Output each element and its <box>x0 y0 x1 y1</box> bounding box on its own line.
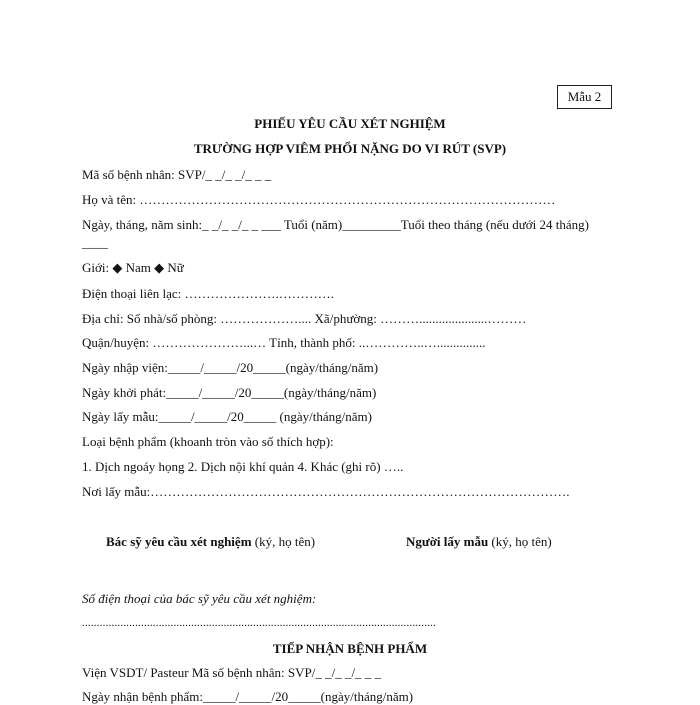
address-field: Địa chỉ: Số nhà/số phòng: ……………….... Xã/phường: ……….....................……… <box>82 311 527 326</box>
gender-label: Giới: <box>82 260 110 275</box>
institute-code-field: Viện VSDT/ Pasteur Mã số bệnh nhân: SVP/_ _/_ _/_ _ _ <box>82 665 382 680</box>
gender-field <box>82 260 184 276</box>
doctor-signature-note: (ký, họ tên) <box>251 534 316 549</box>
phone-field: Điện thoại liên lạc: ………………….…………. <box>82 286 335 301</box>
form-title: PHIẾU YÊU CẦU XÉT NGHIỆM <box>254 116 446 131</box>
reception-heading: TIẾP NHẬN BỆNH PHẨM <box>272 641 428 656</box>
doctor-phone-label <box>82 591 316 607</box>
doctor-signature-label <box>106 534 315 550</box>
diamond-icon: ◆ <box>112 260 123 275</box>
admit-date-field: Ngày nhập viện:_____/_____/20_____(ngày/tháng/năm) <box>82 360 379 375</box>
collector-signature-note: (ký, họ tên) <box>488 534 552 549</box>
specimen-type-field: Loại bệnh phẩm (khoanh tròn vào số thích hợp): <box>82 434 334 449</box>
specimen-options: 1. Dịch ngoáy họng 2. Dịch nội khí quản 4. Khác (ghi rõ) ….. <box>82 459 404 474</box>
sample-place-field: Nơi lấy mẫu:……………………………………………………………………………………. <box>82 484 570 499</box>
diamond-icon: ◆ <box>154 260 165 275</box>
gender-female-option: Nữ <box>167 260 184 275</box>
district-field: Quận/huyện: …………………...… Tỉnh, thành phố: ..…………..…............... <box>82 335 486 350</box>
dob-age-field: Ngày, tháng, năm sinh:_ _/_ _/_ _ ___ Tuổi (năm)_________Tuổi theo tháng (nếu dưới 24 tháng) ____ <box>82 217 589 250</box>
onset-date-field: Ngày khởi phát:_____/_____/20_____(ngày/tháng/năm) <box>82 385 377 400</box>
collector-signature-label <box>406 534 552 550</box>
doctor-phone-dotted-line: ........................................................................................................................ <box>82 617 436 629</box>
full-name-field: Họ và tên: …………………………………………………………………………………… <box>82 192 556 207</box>
gender-male-option: Nam <box>125 260 151 275</box>
doctor-signature-title: Bác sỹ yêu cầu xét nghiệm <box>106 534 252 549</box>
sample-date-field: Ngày lấy mẫu:_____/_____/20_____ (ngày/tháng/năm) <box>82 409 372 424</box>
form-subtitle: TRƯỜNG HỢP VIÊM PHỔI NẶNG DO VI RÚT (SVP) <box>193 141 507 156</box>
form-number-box: Mẫu 2 <box>557 85 612 109</box>
patient-code-field: Mã số bệnh nhân: SVP/_ _/_ _/_ _ _ <box>82 167 272 182</box>
collector-signature-title: Người lấy mẫu <box>406 534 489 549</box>
received-date-field: Ngày nhận bệnh phẩm:_____/_____/20_____(ngày/tháng/năm) <box>82 689 414 704</box>
doctor-phone-text: Số điện thoại của bác sỹ yêu cầu xét nghiệm: <box>82 591 317 606</box>
